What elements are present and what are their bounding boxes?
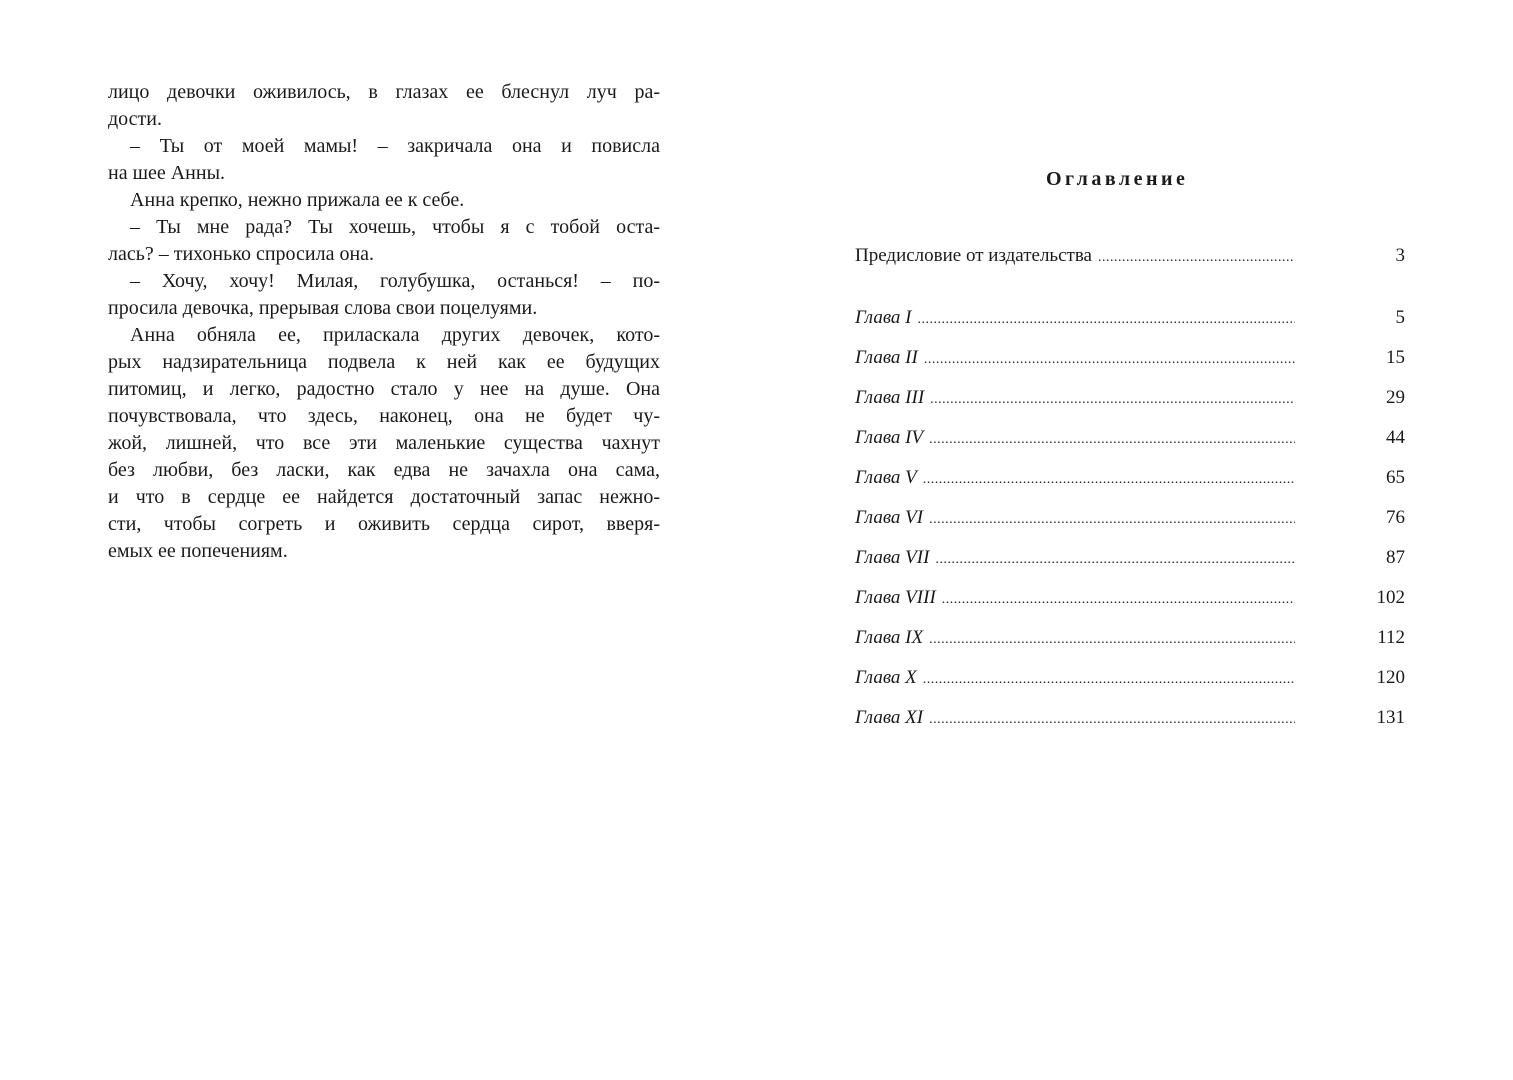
dot-leader: [929, 712, 1295, 727]
toc-entry-page: 131: [1376, 707, 1405, 728]
toc-entry-label: Глава IX: [855, 627, 924, 648]
toc-entry[interactable]: [855, 582, 1405, 622]
toc-entry-label: Глава IV: [855, 427, 924, 448]
dot-leader: [930, 392, 1295, 407]
text-line: рых надзирательница подвела к ней как ее будущих: [108, 351, 660, 373]
toc-entry[interactable]: [855, 502, 1405, 542]
toc-entry-page: 102: [1376, 587, 1405, 608]
text-line: и что в сердце ее найдется достаточный запас нежно-: [108, 486, 660, 508]
toc-entry[interactable]: [855, 622, 1405, 662]
dot-leader: [923, 672, 1295, 687]
text-line: дости.: [108, 108, 162, 130]
toc-entry-label: Глава I: [855, 307, 912, 328]
text-line: лась? – тихонько спросила она.: [108, 243, 375, 265]
toc-entry-label: Глава V: [855, 467, 917, 488]
toc-entry-page: 112: [1377, 627, 1405, 648]
dot-leader: [918, 312, 1295, 327]
dot-leader: [924, 352, 1295, 367]
toc-entry-page: 5: [1395, 307, 1405, 328]
text-line: – Ты от моей мамы! – закричала она и повисла: [130, 135, 660, 157]
dot-leader: [935, 552, 1295, 567]
dot-leader: [942, 592, 1295, 607]
text-line: без любви, без ласки, как едва не зачахла она сама,: [108, 459, 660, 481]
text-line: – Хочу, хочу! Милая, голубушка, останься! – по-: [130, 270, 660, 292]
toc-entry-label: Глава VI: [855, 507, 924, 528]
text-line: Анна обняла ее, приласкала других девочек, кото-: [130, 324, 660, 346]
toc-entry[interactable]: [855, 662, 1405, 702]
toc-entry-label: Предисловие от издательства: [855, 245, 1092, 266]
dot-leader: [929, 432, 1295, 447]
toc-entry-label: Глава XI: [855, 707, 924, 728]
text-line: почувствовала, что здесь, наконец, она не будет чу-: [108, 405, 660, 427]
toc-title: [756, 168, 1513, 191]
dot-leader: [1098, 250, 1295, 265]
toc-entry[interactable]: [855, 702, 1405, 742]
toc-entry[interactable]: [855, 382, 1405, 422]
toc-entry-page: 120: [1376, 667, 1405, 688]
toc-entry[interactable]: [855, 462, 1405, 502]
toc-entry-label: Глава III: [855, 387, 925, 408]
table-of-contents: [855, 240, 1405, 742]
toc-title-text: Оглавление: [1046, 168, 1189, 190]
dot-leader: [929, 632, 1295, 647]
text-line: лицо девочки оживилось, в глазах ее блеснул луч ра-: [108, 81, 660, 103]
text-line: питомиц, и легко, радостно стало у нее на душе. Она: [108, 378, 660, 400]
toc-entry-page: 15: [1386, 347, 1405, 368]
left-page: [0, 0, 756, 1080]
toc-entry-label: Глава VII: [855, 547, 930, 568]
toc-entry-page: 87: [1386, 547, 1405, 568]
text-line: Анна крепко, нежно прижала ее к себе.: [130, 189, 465, 211]
toc-entry[interactable]: [855, 542, 1405, 582]
text-line: емых ее попечениям.: [108, 540, 288, 562]
dot-leader: [929, 512, 1295, 527]
dot-leader: [923, 472, 1295, 487]
toc-entry-page: 3: [1395, 245, 1405, 266]
toc-entry-page: 76: [1386, 507, 1405, 528]
body-text: [108, 79, 660, 565]
toc-entry-label: Глава X: [855, 667, 917, 688]
toc-entry[interactable]: [855, 342, 1405, 382]
text-line: сти, чтобы согреть и оживить сердца сирот, вверя-: [108, 513, 660, 535]
text-line: жой, лишней, что все эти маленькие существа чахнут: [108, 432, 660, 454]
toc-entry[interactable]: [855, 240, 1405, 302]
toc-entry-label: Глава VIII: [855, 587, 936, 608]
right-page: [756, 0, 1513, 1080]
text-line: на шее Анны.: [108, 162, 226, 184]
text-line: – Ты мне рада? Ты хочешь, чтобы я с тобой оста-: [130, 216, 660, 238]
toc-entry[interactable]: [855, 422, 1405, 462]
toc-entry-page: 65: [1386, 467, 1405, 488]
text-line: просила девочка, прерывая слова свои поцелуями.: [108, 297, 538, 319]
toc-entry-page: 29: [1386, 387, 1405, 408]
toc-entry-label: Глава II: [855, 347, 918, 368]
toc-entry[interactable]: [855, 302, 1405, 342]
toc-entry-page: 44: [1386, 427, 1405, 448]
